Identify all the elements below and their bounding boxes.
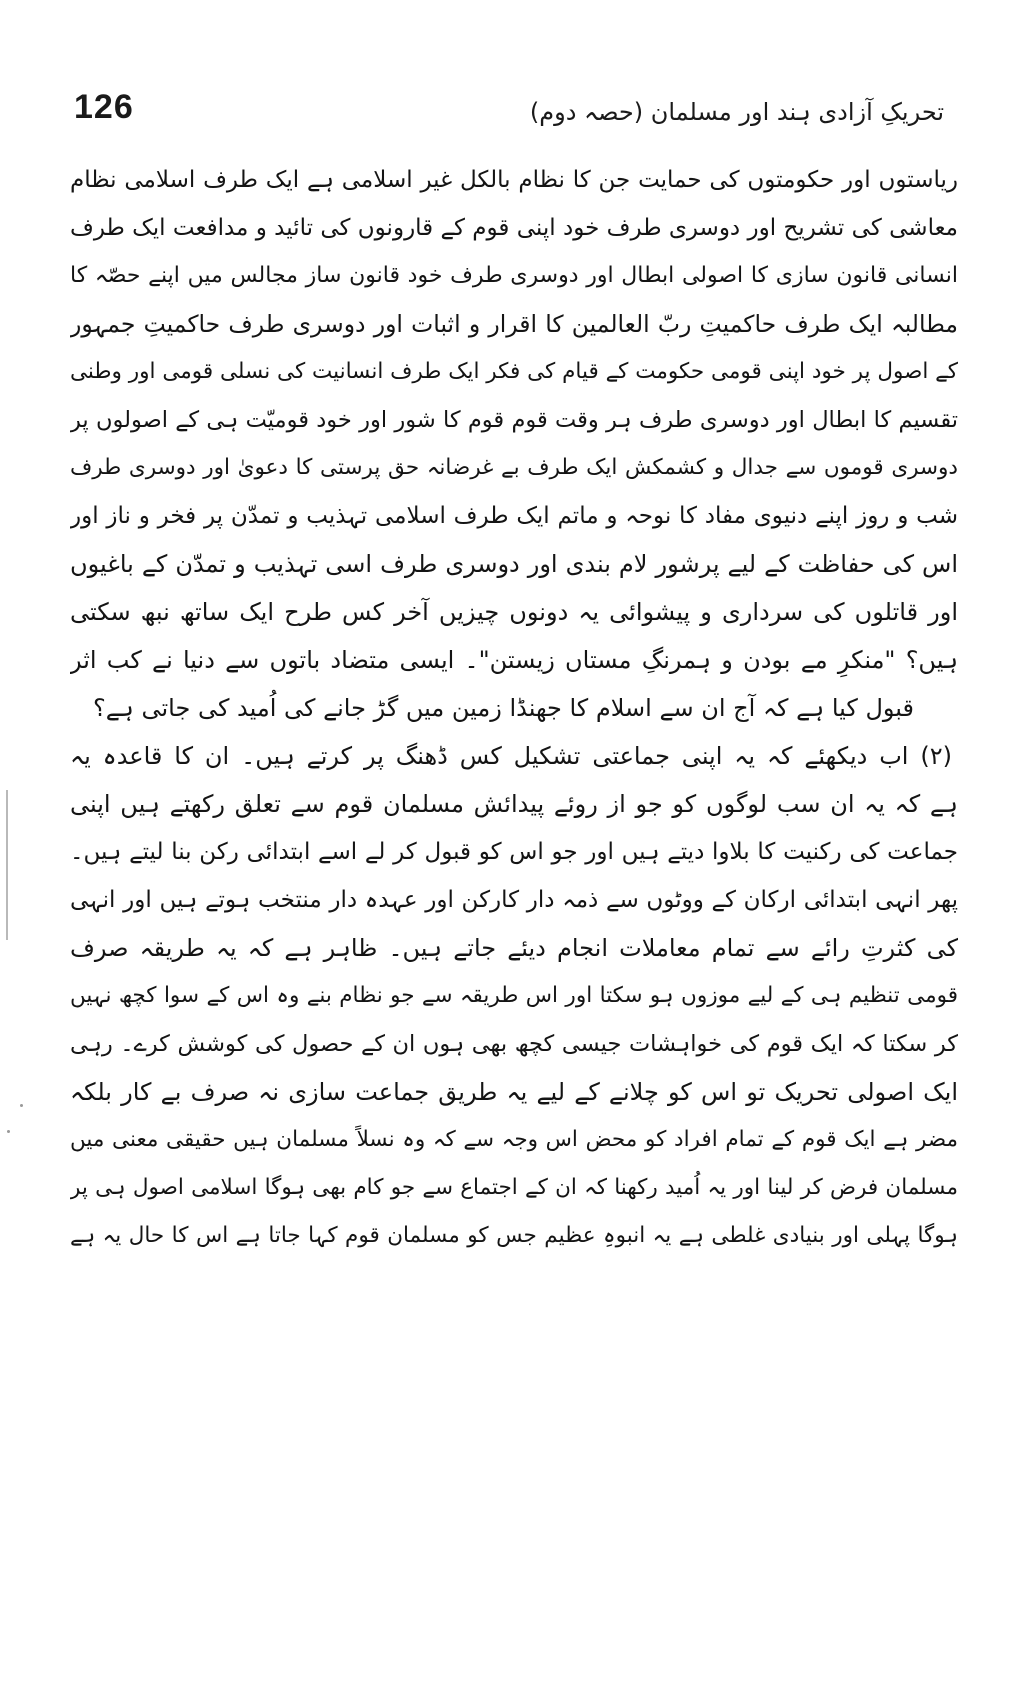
text-line: کی کثرتِ رائے سے تمام معاملات انجام دیئے جاتے ہیں۔ ظاہر ہے کہ یہ طریقہ صرف (70, 934, 958, 962)
paragraph-start-line: (۲) اب دیکھئے کہ یہ اپنی جماعتی تشکیل کس ڈھنگ پر کرتے ہیں۔ ان کا قاعدہ یہ (70, 742, 952, 770)
text-line: ایک اصولی تحریک تو اس کو چلانے کے لیے یہ طریق جماعت سازی نہ صرف بے کار بلکہ (70, 1078, 958, 1106)
text-line: ہوگا پہلی اور بنیادی غلطی ہے یہ انبوہِ عظیم جس کو مسلمان قوم کہا جاتا ہے اس کا حال یہ ہے (70, 1223, 958, 1248)
text-line: اور قاتلوں کی سرداری و پیشوائی یہ دونوں چیزیں آخر کس طرح ایک ساتھ نبھ سکتی (70, 598, 958, 626)
text-line: دوسری قوموں سے جدال و کشمکش ایک طرف بے غرضانہ حق پرستی کا دعویٰ اور دوسری طرف (70, 455, 958, 480)
text-line: ریاستوں اور حکومتوں کی حمایت جن کا نظام بالکل غیر اسلامی ہے ایک طرف اسلامی نظام (70, 167, 958, 193)
scan-artifact (7, 1130, 10, 1133)
text-line: تقسیم کا ابطال اور دوسری طرف ہر وقت قوم قوم کا شور اور خود قومیّت ہی کے اصولوں پر (70, 407, 958, 433)
text-line: مضر ہے ایک قوم کے تمام افراد کو محض اس وجہ سے کہ وہ نسلاً مسلمان ہیں حقیقی معنی میں (70, 1127, 958, 1152)
text-line: معاشی کی تشریح اور دوسری طرف خود اپنی قوم کے قارونوں کی تائید و مدافعت ایک طرف (70, 215, 958, 241)
text-line: قومی تنظیم ہی کے لیے موزوں ہو سکتا اور اس طریقہ سے جو نظام بنے وہ اس کے سوا کچھ نہیں (70, 983, 958, 1008)
text-line: کر سکتا کہ ایک قوم کی خواہشات جیسی کچھ بھی ہوں ان کے حصول کی کوشش کرے۔ رہی (70, 1031, 958, 1057)
running-header: تحریکِ آزادی ہند اور مسلمان (حصہ دوم) (529, 98, 944, 126)
text-line: شب و روز اپنے دنیوی مفاد کا نوحہ و ماتم ایک طرف اسلامی تہذیب و تمدّن پر فخر و ناز اور (70, 503, 958, 529)
scan-artifact (6, 790, 8, 940)
text-line: جماعت کی رکنیت کا بلاوا دیتے ہیں اور جو اس کو قبول کر لے اسے ابتدائی رکن بنا لیتے ہیں۔ (70, 839, 958, 865)
page-number: 126 (74, 88, 134, 126)
text-line: مطالبہ ایک طرف حاکمیتِ ربّ العالمین کا اقرار و اثبات اور دوسری طرف حاکمیتِ جمہور (70, 310, 958, 338)
text-line: انسانی قانون سازی کا اصولی ابطال اور دوسری طرف خود قانون ساز مجالس میں اپنے حصّہ کا (70, 263, 958, 288)
text-line: مسلمان فرض کر لینا اور یہ اُمید رکھنا کہ ان کے اجتماع سے جو کام بھی ہوگا اسلامی اصول ہی پر (70, 1175, 958, 1200)
text-line: پھر انہی ابتدائی ارکان کے ووٹوں سے ذمہ دار کارکن اور عہدہ دار منتخب ہوتے ہیں اور انہی (70, 887, 958, 913)
text-line: ہے کہ یہ ان سب لوگوں کو جو از روئے پیدائش مسلمان قوم سے تعلق رکھتے ہیں اپنی (70, 790, 958, 818)
text-line: ہیں؟ "منکرِ مے بودن و ہمرنگِ مستاں زیستن"۔ ایسی متضاد باتوں سے دنیا نے کب اثر (70, 646, 958, 674)
text-line: اس کی حفاظت کے لیے پرشور لام بندی اور دوسری طرف اسی تہذیب و تمدّن کے باغیوں (70, 550, 958, 578)
body-text (70, 156, 958, 1260)
text-line: کے اصول پر خود اپنی قومی حکومت کے قیام کی فکر ایک طرف انسانیت کی نسلی قومی اور وطنی (70, 359, 958, 384)
scan-artifact (20, 1104, 23, 1107)
text-line: قبول کیا ہے کہ آج ان سے اسلام کا جھنڈا زمین میں گڑ جانے کی اُمید کی جاتی ہے؟ (93, 694, 914, 722)
